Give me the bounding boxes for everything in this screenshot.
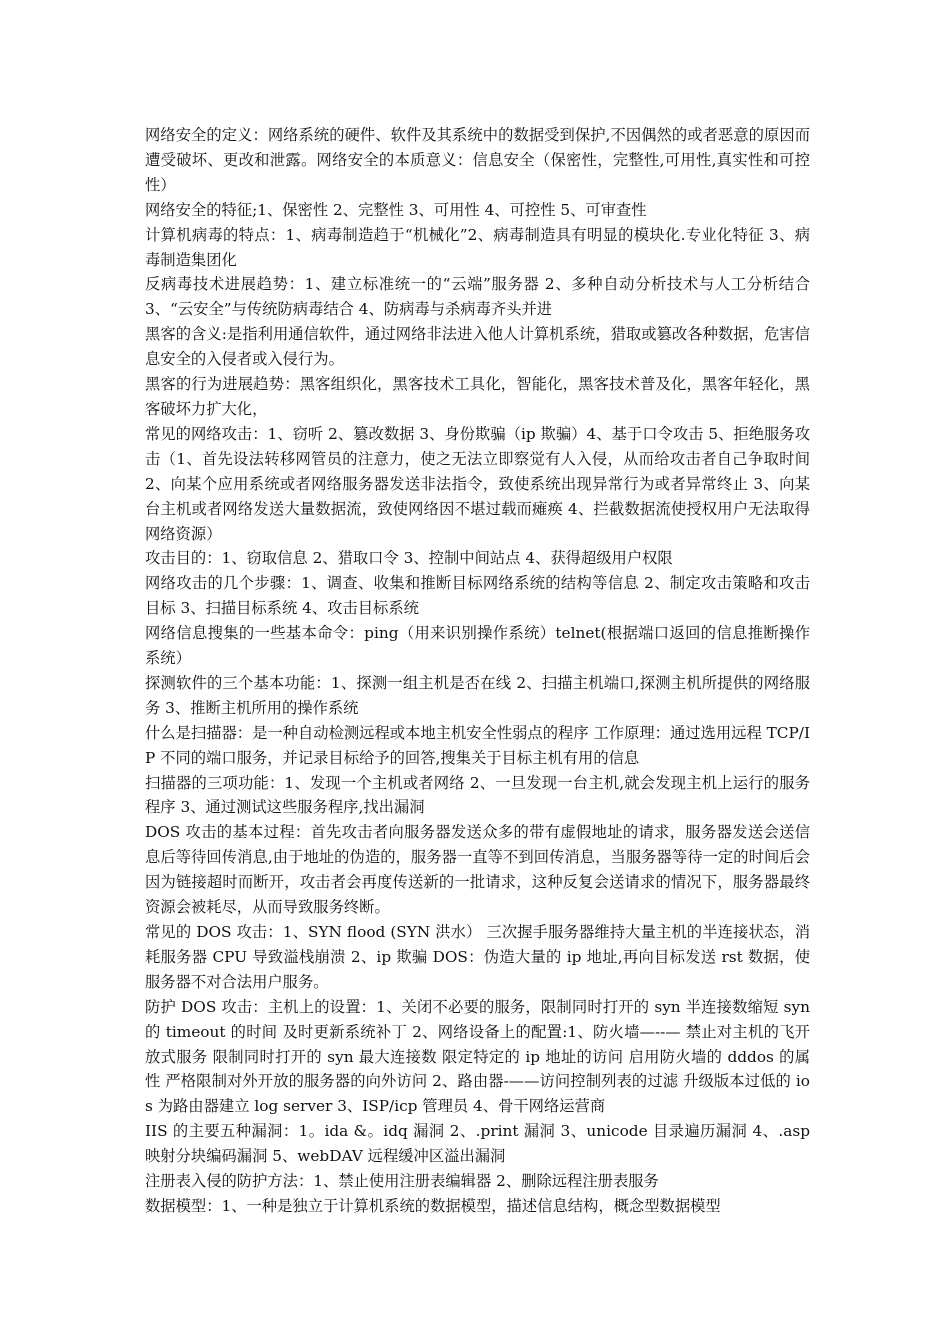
paragraph-dos-protection: 防护 DOS 攻击：主机上的设置：1、关闭不必要的服务，限制同时打开的 syn 半连接数缩短 syn 的 timeout 的时间 及时更新系统补丁 2、网络设备上的配置:1、防火墙—--— 禁止对主机的飞开放式服务 限制同时打开的 syn 最大连接数 限定特定的 ip 地址的访问 启用防火墙的 dddos 的属性 严格限制对外开放的服务器的向外访问 2、路由器-——访问控制列表的过滤 升级版本过低的 ios 为路由器建立 log server 3、ISP/icp 管理员 4、骨干网络运营商 (145, 997, 810, 1116)
paragraph-antivirus-trends: 反病毒技术进展趋势：1、建立标准统一的“云端”服务器 2、多种自动分析技术与人工分析结合 3、“云安全”与传统防病毒结合 4、防病毒与杀病毒齐头并进 (145, 275, 810, 319)
paragraph-hacker-meaning: 黑客的含义:是指利用通信软件，通过网络非法进入他人计算机系统，猎取或篡改各种数据，危害信息安全的入侵者或入侵行为。 (145, 325, 810, 369)
paragraph-attack-goals: 攻击目的：1、窃取信息 2、猎取口令 3、控制中间站点 4、获得超级用户权限 (145, 549, 673, 568)
paragraph-common-dos: 常见的 DOS 攻击：1、SYN flood (SYN 洪水） 三次握手服务器维持大量主机的半连接状态，消耗服务器 CPU 导致溢栈崩溃 2、ip 欺骗 DOS：伪造大量的 ip 地址,再向目标发送 rst 数据，使服务器不对合法用户服务。 (145, 923, 810, 991)
paragraph-info-gathering-commands: 网络信息搜集的一些基本命令：ping（用来识别操作系统）telnet(根据端口返回的信息推断操作系统） (145, 624, 810, 668)
document-body (145, 123, 810, 1219)
paragraph-attack-steps: 网络攻击的几个步骤：1、调查、收集和推断目标网络系统的结构等信息 2、制定攻击策略和攻击目标 3、扫描目标系统 4、攻击目标系统 (145, 574, 810, 618)
paragraph-security-features: 网络安全的特征;1、保密性 2、完整性 3、可用性 4、可控性 5、可审查性 (145, 200, 647, 219)
paragraph-data-model: 数据模型：1、一种是独立于计算机系统的数据模型，描述信息结构，概念型数据模型 (145, 1196, 721, 1215)
paragraph-registry-protection: 注册表入侵的防护方法：1、禁止使用注册表编辑器 2、删除远程注册表服务 (145, 1172, 659, 1191)
paragraph-virus-characteristics: 计算机病毒的特点：1、病毒制造趋于“机械化”2、病毒制造具有明显的模块化.专业化特征 3、病毒制造集团化 (145, 225, 810, 269)
paragraph-probe-software: 探测软件的三个基本功能：1、探测一组主机是否在线 2、扫描主机端口,探测主机所提供的网络服务 3、推断主机所用的操作系统 (145, 673, 810, 717)
paragraph-hacker-trends: 黑客的行为进展趋势：黑客组织化，黑客技术工具化，智能化，黑客技术普及化，黑客年轻化，黑客破坏力扩大化， (145, 375, 810, 418)
paragraph-network-security-definition: 网络安全的定义：网络系统的硬件、软件及其系统中的数据受到保护,不因偶然的或者恶意的原因而遭受破坏、更改和泄露。网络安全的本质意义：信息安全（保密性，完整性,可用性,真实性和可控性） (145, 126, 810, 194)
paragraph-scanner-functions: 扫描器的三项功能：1、发现一个主机或者网络 2、一旦发现一台主机,就会发现主机上运行的服务程序 3、通过测试这些服务程序,找出漏洞 (145, 773, 810, 817)
paragraph-iis-vulnerabilities: IIS 的主要五种漏洞：1。ida &。idq 漏洞 2、.print 漏洞 3、unicode 目录遍历漏洞 4、.asp 映射分块编码漏洞 5、webDAV 远程缓冲区溢出漏洞 (145, 1122, 810, 1166)
paragraph-dos-process: DOS 攻击的基本过程：首先攻击者向服务器发送众多的带有虚假地址的请求，服务器发送会送信息后等待回传消息,由于地址的伪造的，服务器一直等不到回传消息，当服务器等待一定的时间后会因为链接超时而断开，攻击者会再度传送新的一批请求，这种反复会送请求的情况下，服务器最终资源会被耗尽，从而导致服务终断。 (145, 823, 810, 917)
paragraph-what-is-scanner: 什么是扫描器：是一种自动检测远程或本地主机安全性弱点的程序 工作原理：通过选用远程 TCP/IP 不同的端口服务，并记录目标给予的回答,搜集关于目标主机有用的信息 (145, 723, 810, 767)
paragraph-common-attacks: 常见的网络攻击：1、窃听 2、篡改数据 3、身份欺骗（ip 欺骗）4、基于口令攻击 5、拒绝服务攻击（1、首先设法转移网管员的注意力，使之无法立即察觉有人入侵，从而给攻击者自己争取时间 2、向某个应用系统或者网络服务器发送非法指令，致使系统出现异常行为或者异常终止 3、向某台主机或者网络发送大量数据流，致使网络因不堪过载而瘫痪 4、拦截数据流使授权用户无法取得网络资源） (145, 424, 810, 543)
